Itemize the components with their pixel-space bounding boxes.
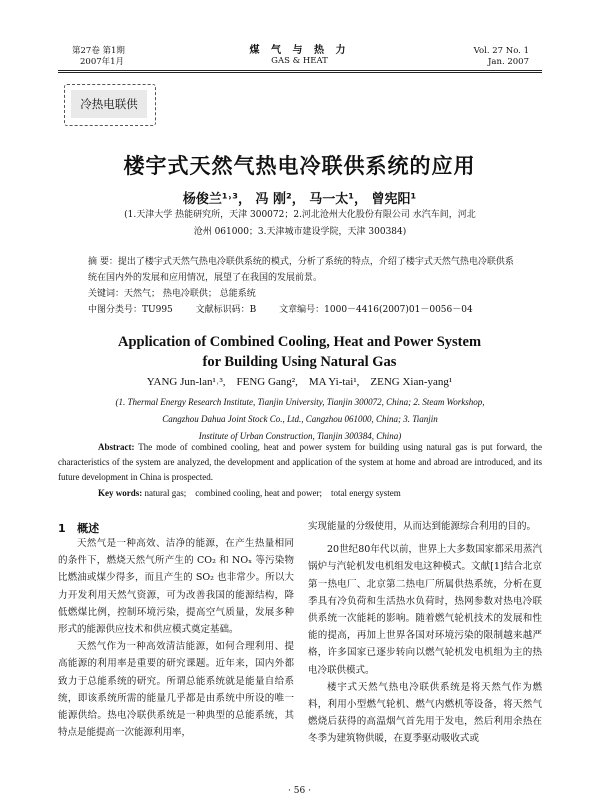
paragraph: 楼宇式天然气热电冷联供系统是将天然气作为燃料，利用小型燃气轮机、燃气内燃机等设备，将天然气燃烧后获得的高温烟气首先用于发电，然后利用余热在冬季为建筑物供暖，在夏季驱动吸收式或 [308,681,542,745]
section-heading: 1 概述 [58,522,100,535]
paragraph: 天然气作为一种高效清洁能源，如何合理利用、提高能源的利用率是重要的研究课题。近年来，国内外都致力于总能系统的研究。所谓总能系统就是能量自给系统，即该系统所需的能量几乎都是由系统中所设的唯一能源供给。热电冷联供系统是一种典型的总能系统，其特点是能提高一次能源利用率， [58,641,294,739]
abstract-en [58,440,542,485]
keywords-en-body: natural gas; combined cooling, heat and power; total energy system [144,488,401,498]
abstract-body: 提出了楼宇式天然气热电冷联供系统的模式，分析了系统的特点，介绍了楼宇式天然气热电冷联供系统在国内外的发展和应用情况，展望了在我国的发展前景。 [88,257,514,283]
affiliations-en [80,394,520,445]
date-zh: 2007年1月 [80,57,125,67]
volume-zh: 第27卷 第1期 [72,46,125,56]
title-zh: 楼宇式天然气热电冷联供系统的应用 [123,154,476,178]
column-tag: 冷热电联供 [71,90,147,118]
journal-name-zh: 煤 气 与 热 力 [249,45,350,56]
keywords-body: 天然气； 热电冷联供； 总能系统 [124,289,256,299]
keywords-en [98,488,542,498]
header-rule [58,70,542,71]
affiliation-en-line: (1. Thermal Energy Research Institute, Tianjin University, Tianjin 300072, China; 2. Steam Workshop, [115,397,485,407]
volume-en: Vol. 27 No. 1 [473,46,529,56]
affiliation-en-line: Cangzhou Dahua Joint Stock Co., Ltd., Cangzhou 061000, China; 3. Tianjin [162,414,438,424]
header-volume-en [474,46,529,68]
abstract-label: 摘 要： [88,257,118,267]
authors-zh: 杨俊兰¹˒³， 冯 刚²， 马一太¹， 曾宪阳¹ [182,192,417,207]
title-en [0,332,599,372]
abstract-zh-text [78,254,522,286]
affiliation-line: 沧州 061000；3.天津城市建设学院，天津 300384) [193,227,407,237]
abstract-zh [78,254,522,318]
paragraph: 天然气是一种高效、洁净的能源，在产生热量相同的条件下，燃烧天然气所产生的 CO₂ 和 NOₓ 等污染物比燃油或煤少得多，而且产生的 SO₂ 也非常少。所以大力开发利用天然气资源，可为改善我国的能源结构，降低燃煤比例，控制环境污染，提高空气质量，发展多种形式的能源供应技术和供应模式奠定基础。 [58,538,294,636]
affiliation-en-line: Institute of Urban Construction, Tianjin 300384, China) [198,431,402,441]
title-en-line: Application of Combined Cooling, Heat and Power System [117,334,482,350]
classification-line: 中图分类号：TU995 文献标识码：B 文章编号：1000－4416(2007)01－0056－04 [88,305,473,315]
paragraph: 实现能量的分级使用，从而达到能源综合利用的目的。 [308,521,537,532]
date-en: Jan. 2007 [488,57,529,67]
keywords-en-label: Key words: [98,488,143,498]
keywords-label: 关键词： [88,289,125,299]
paragraph: 20世纪80年代以前，世界上大多数国家都采用蒸汽锅炉与汽轮机发电机组发电这种模式。文献[1]结合北京第一热电厂、北京第二热电厂所属供热系统，分析在夏季具有冷负荷和生活热水负荷时，热网参数对热电冷联供系统一次能耗的影响。随着燃气轮机技术的发展和性能的提高，再加上世界各国对环境污染的限制越来越严格，许多国家已逐步转向以燃气轮机发电机组为主的热电冷联供模式。 [308,544,542,676]
affiliations-zh [90,207,510,241]
keywords-zh [78,286,522,302]
authors-en: YANG Jun-lan¹˒³, FENG Gang², MA Yi-tai¹, ZENG Xian-yang¹ [146,376,453,388]
journal-name-en: GAS & HEAT [271,56,328,66]
page-number: · 56 · [288,786,311,796]
title-en-line: for Building Using Natural Gas [202,354,397,370]
affiliation-line: (1.天津大学 热能研究所，天津 300072；2.河北沧州大化股份有限公司 水汽车间，河北 [124,210,476,220]
body-left-column [58,535,294,741]
header-rule-thin [58,72,542,73]
body-right-column [308,518,542,748]
abstract-en-body: The mode of combined cooling, heat and power system for building using natural gas is put forward, the characteristics of the system are analyzed, the development and application of the system at home and abroad are introduced, and its future development in China is prospected. [58,442,542,482]
abstract-en-label: Abstract: [98,442,135,452]
